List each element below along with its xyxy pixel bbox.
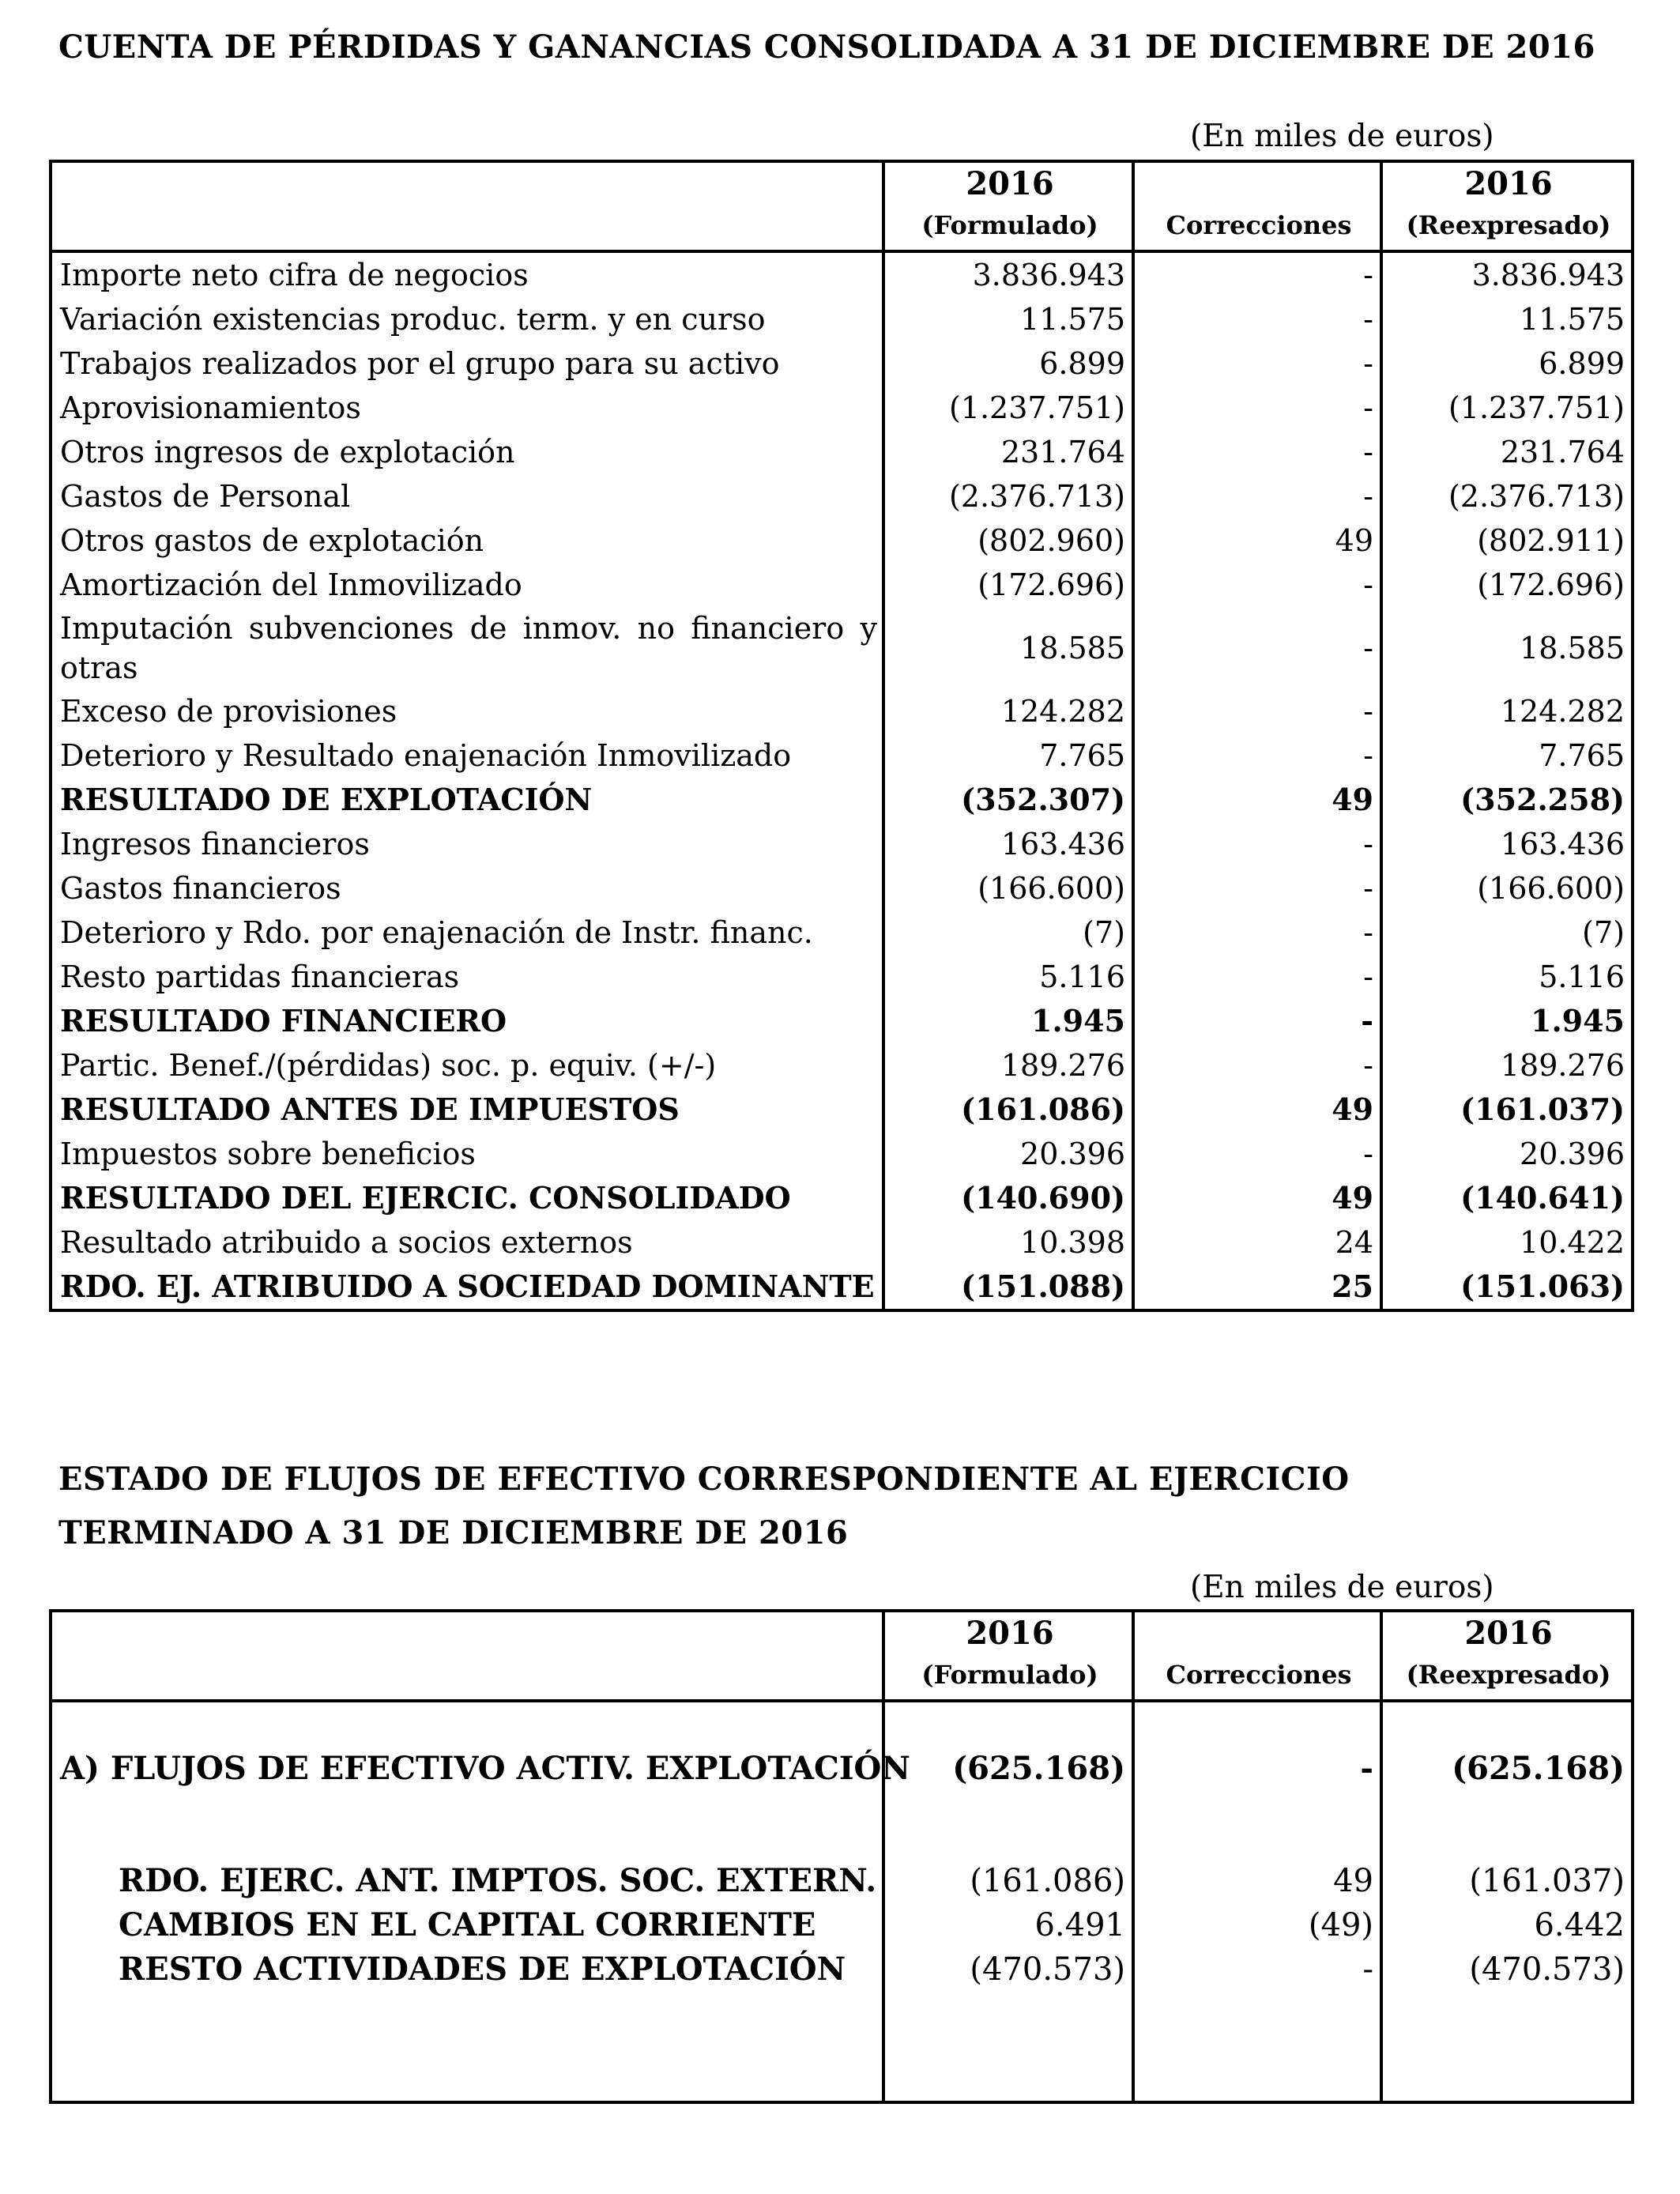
pl-row <box>51 607 1633 689</box>
cf-main-reexpresado: (625.168) <box>1381 1747 1633 1791</box>
cf-row <box>51 1859 1633 1903</box>
cf-row-formulado: (161.086) <box>883 1859 1133 1903</box>
pl-row-reexpresado: (140.641) <box>1381 1176 1633 1220</box>
pl-row-correcciones: - <box>1133 297 1381 341</box>
pl-title: CUENTA DE PÉRDIDAS Y GANANCIAS CONSOLIDADA A 31 DE DICIEMBRE DE 2016 <box>58 28 1595 66</box>
cf-main-correcciones: - <box>1133 1747 1381 1791</box>
pl-row-label: RDO. EJ. ATRIBUIDO A SOCIEDAD DOMINANTE <box>51 1265 883 1310</box>
pl-row-reexpresado: (166.600) <box>1381 866 1633 910</box>
pl-row-label: RESULTADO FINANCIERO <box>51 999 883 1043</box>
pl-row-label: RESULTADO ANTES DE IMPUESTOS <box>51 1088 883 1132</box>
cf-main-row <box>51 1747 1633 1791</box>
pl-row-reexpresado: (172.696) <box>1381 563 1633 607</box>
pl-row <box>51 1088 1633 1132</box>
pl-row-label: Imputación subvenciones de inmov. no financiero y otras <box>51 607 883 689</box>
pl-row-correcciones: - <box>1133 689 1381 733</box>
pl-header-correcciones-sub: Correcciones <box>1166 210 1352 240</box>
cf-header-formulado <box>883 1611 1133 1701</box>
pl-row <box>51 297 1633 341</box>
pl-row-label: Deterioro y Rdo. por enajenación de Instr. financ. <box>51 910 883 955</box>
pl-row-correcciones: - <box>1133 341 1381 386</box>
pl-row-label: Gastos financieros <box>51 866 883 910</box>
cf-units-note: (En miles de euros) <box>1190 1570 1494 1605</box>
cf-row-reexpresado: (470.573) <box>1381 1947 1633 1992</box>
pl-row-label: Variación existencias produc. term. y en curso <box>51 297 883 341</box>
cf-row <box>51 1903 1633 1947</box>
pl-row-formulado: 20.396 <box>883 1132 1133 1176</box>
pl-row-label: Otros ingresos de explotación <box>51 430 883 474</box>
pl-row-formulado: (2.376.713) <box>883 474 1133 518</box>
pl-row-reexpresado: 124.282 <box>1381 689 1633 733</box>
cf-main-label: A) FLUJOS DE EFECTIVO ACTIV. EXPLOTACIÓN <box>51 1747 883 1791</box>
pl-row-label: RESULTADO DE EXPLOTACIÓN <box>51 778 883 822</box>
pl-row-formulado: (1.237.751) <box>883 386 1133 430</box>
pl-row-correcciones: - <box>1133 607 1381 689</box>
pl-row-correcciones: - <box>1133 1132 1381 1176</box>
pl-header-label <box>51 161 883 251</box>
pl-row-reexpresado: 18.585 <box>1381 607 1633 689</box>
pl-row <box>51 1220 1633 1265</box>
pl-header-formulado-year: 2016 <box>966 165 1054 202</box>
cf-header-correcciones <box>1133 1611 1381 1701</box>
pl-row-label: Resto partidas financieras <box>51 955 883 999</box>
pl-row-formulado: 231.764 <box>883 430 1133 474</box>
pl-row-formulado: 11.575 <box>883 297 1133 341</box>
pl-row-formulado: (352.307) <box>883 778 1133 822</box>
pl-table <box>49 160 1634 1312</box>
cf-row-correcciones: - <box>1133 1947 1381 1992</box>
cf-row-reexpresado: (161.037) <box>1381 1859 1633 1903</box>
pl-row-formulado: 3.836.943 <box>883 251 1133 297</box>
pl-row <box>51 341 1633 386</box>
pl-row <box>51 822 1633 866</box>
pl-row-reexpresado: 1.945 <box>1381 999 1633 1043</box>
pl-row-correcciones: 25 <box>1133 1265 1381 1310</box>
pl-row <box>51 910 1633 955</box>
pl-row-label: Ingresos financieros <box>51 822 883 866</box>
pl-row <box>51 1265 1633 1310</box>
pl-row-formulado: (7) <box>883 910 1133 955</box>
pl-row-correcciones: - <box>1133 910 1381 955</box>
pl-row-formulado: (172.696) <box>883 563 1133 607</box>
pl-header-reexpresado-sub: (Reexpresado) <box>1406 210 1611 240</box>
pl-row-formulado: 7.765 <box>883 733 1133 778</box>
pl-row-correcciones: 49 <box>1133 518 1381 563</box>
pl-row-correcciones: - <box>1133 1043 1381 1088</box>
cf-row-formulado: (470.573) <box>883 1947 1133 1992</box>
pl-row-reexpresado: (1.237.751) <box>1381 386 1633 430</box>
pl-row-reexpresado: 163.436 <box>1381 822 1633 866</box>
cf-row-correcciones: (49) <box>1133 1903 1381 1947</box>
pl-header-formulado-sub: (Formulado) <box>921 210 1098 240</box>
pl-row-formulado: 1.945 <box>883 999 1133 1043</box>
pl-row <box>51 1176 1633 1220</box>
pl-row-label: Amortización del Inmovilizado <box>51 563 883 607</box>
pl-header-row <box>51 161 1633 251</box>
cf-header-formulado-year: 2016 <box>966 1615 1054 1652</box>
pl-row-formulado: 18.585 <box>883 607 1133 689</box>
cf-header-reexpresado <box>1381 1611 1633 1701</box>
pl-row <box>51 866 1633 910</box>
pl-row-label: Gastos de Personal <box>51 474 883 518</box>
pl-row-reexpresado: 189.276 <box>1381 1043 1633 1088</box>
cf-table <box>49 1609 1634 2104</box>
pl-row <box>51 386 1633 430</box>
pl-row-label: Deterioro y Resultado enajenación Inmovilizado <box>51 733 883 778</box>
cf-title-line2: TERMINADO A 31 DE DICIEMBRE DE 2016 <box>58 1514 849 1551</box>
pl-row-correcciones: - <box>1133 999 1381 1043</box>
cf-header-row <box>51 1611 1633 1701</box>
pl-units-note: (En miles de euros) <box>1190 119 1494 154</box>
pl-row <box>51 430 1633 474</box>
pl-row-formulado: 6.899 <box>883 341 1133 386</box>
pl-row-formulado: 163.436 <box>883 822 1133 866</box>
pl-row-reexpresado: 20.396 <box>1381 1132 1633 1176</box>
pl-row-reexpresado: (2.376.713) <box>1381 474 1633 518</box>
cf-row-correcciones: 49 <box>1133 1859 1381 1903</box>
pl-row-correcciones: - <box>1133 474 1381 518</box>
pl-row <box>51 563 1633 607</box>
pl-row-correcciones: - <box>1133 822 1381 866</box>
pl-row-reexpresado: (352.258) <box>1381 778 1633 822</box>
pl-row <box>51 955 1633 999</box>
pl-row-reexpresado: 5.116 <box>1381 955 1633 999</box>
pl-row-reexpresado: 7.765 <box>1381 733 1633 778</box>
cf-row-label: RDO. EJERC. ANT. IMPTOS. SOC. EXTERN. <box>51 1859 883 1903</box>
pl-row-reexpresado: 231.764 <box>1381 430 1633 474</box>
pl-header-formulado <box>883 161 1133 251</box>
pl-body <box>51 251 1633 1310</box>
pl-row-formulado: (802.960) <box>883 518 1133 563</box>
pl-row <box>51 733 1633 778</box>
cf-header-formulado-sub: (Formulado) <box>921 1660 1098 1690</box>
cf-row <box>51 1947 1633 1992</box>
pl-row-label: Aprovisionamientos <box>51 386 883 430</box>
pl-row-formulado: 5.116 <box>883 955 1133 999</box>
pl-row <box>51 474 1633 518</box>
cf-header-reexpresado-sub: (Reexpresado) <box>1406 1660 1611 1690</box>
cf-row-formulado: 6.491 <box>883 1903 1133 1947</box>
cf-row-reexpresado: 6.442 <box>1381 1903 1633 1947</box>
pl-row-label: RESULTADO DEL EJERCIC. CONSOLIDADO <box>51 1176 883 1220</box>
pl-row-label: Exceso de provisiones <box>51 689 883 733</box>
pl-row-formulado: (166.600) <box>883 866 1133 910</box>
pl-row-label: Otros gastos de explotación <box>51 518 883 563</box>
pl-row-correcciones: - <box>1133 251 1381 297</box>
pl-row <box>51 251 1633 297</box>
pl-row <box>51 518 1633 563</box>
pl-row-correcciones: 24 <box>1133 1220 1381 1265</box>
pl-row-correcciones: - <box>1133 386 1381 430</box>
pl-row-reexpresado: (151.063) <box>1381 1265 1633 1310</box>
pl-row-reexpresado: (161.037) <box>1381 1088 1633 1132</box>
cf-header-reexpresado-year: 2016 <box>1464 1615 1553 1652</box>
cf-body <box>51 1859 1633 1992</box>
pl-row-formulado: (140.690) <box>883 1176 1133 1220</box>
pl-row-correcciones: - <box>1133 733 1381 778</box>
pl-header-correcciones <box>1133 161 1381 251</box>
pl-row-reexpresado: (7) <box>1381 910 1633 955</box>
pl-row-label: Trabajos realizados por el grupo para su activo <box>51 341 883 386</box>
cf-header-correcciones-sub: Correcciones <box>1166 1660 1352 1690</box>
pl-row-label: Importe neto cifra de negocios <box>51 251 883 297</box>
pl-row <box>51 999 1633 1043</box>
pl-row-formulado: 189.276 <box>883 1043 1133 1088</box>
pl-row-correcciones: - <box>1133 430 1381 474</box>
pl-row-formulado: (151.088) <box>883 1265 1133 1310</box>
pl-row-label: Partic. Benef./(pérdidas) soc. p. equiv. (+/-) <box>51 1043 883 1088</box>
pl-row-formulado: 10.398 <box>883 1220 1133 1265</box>
pl-row-correcciones: 49 <box>1133 1176 1381 1220</box>
pl-header-reexpresado-year: 2016 <box>1464 165 1553 202</box>
pl-row <box>51 1043 1633 1088</box>
pl-header-reexpresado <box>1381 161 1633 251</box>
pl-row-reexpresado: (802.911) <box>1381 518 1633 563</box>
pl-row-reexpresado: 10.422 <box>1381 1220 1633 1265</box>
cf-title-line1: ESTADO DE FLUJOS DE EFECTIVO CORRESPONDIENTE AL EJERCICIO <box>58 1461 1350 1498</box>
pl-row-formulado: 124.282 <box>883 689 1133 733</box>
pl-row-formulado: (161.086) <box>883 1088 1133 1132</box>
pl-row-label: Resultado atribuido a socios externos <box>51 1220 883 1265</box>
cf-row-label: CAMBIOS EN EL CAPITAL CORRIENTE <box>51 1903 883 1947</box>
pl-row-reexpresado: 11.575 <box>1381 297 1633 341</box>
pl-row-correcciones: 49 <box>1133 778 1381 822</box>
pl-row-label: Impuestos sobre beneficios <box>51 1132 883 1176</box>
cf-main-formulado: (625.168) <box>883 1747 1133 1791</box>
pl-row-correcciones: 49 <box>1133 1088 1381 1132</box>
cf-header-label <box>51 1611 883 1701</box>
pl-row-correcciones: - <box>1133 563 1381 607</box>
cf-row-label: RESTO ACTIVIDADES DE EXPLOTACIÓN <box>51 1947 883 1992</box>
pl-row <box>51 778 1633 822</box>
pl-row-reexpresado: 3.836.943 <box>1381 251 1633 297</box>
pl-row-correcciones: - <box>1133 955 1381 999</box>
pl-row <box>51 1132 1633 1176</box>
pl-row <box>51 689 1633 733</box>
pl-row-reexpresado: 6.899 <box>1381 341 1633 386</box>
pl-row-correcciones: - <box>1133 866 1381 910</box>
